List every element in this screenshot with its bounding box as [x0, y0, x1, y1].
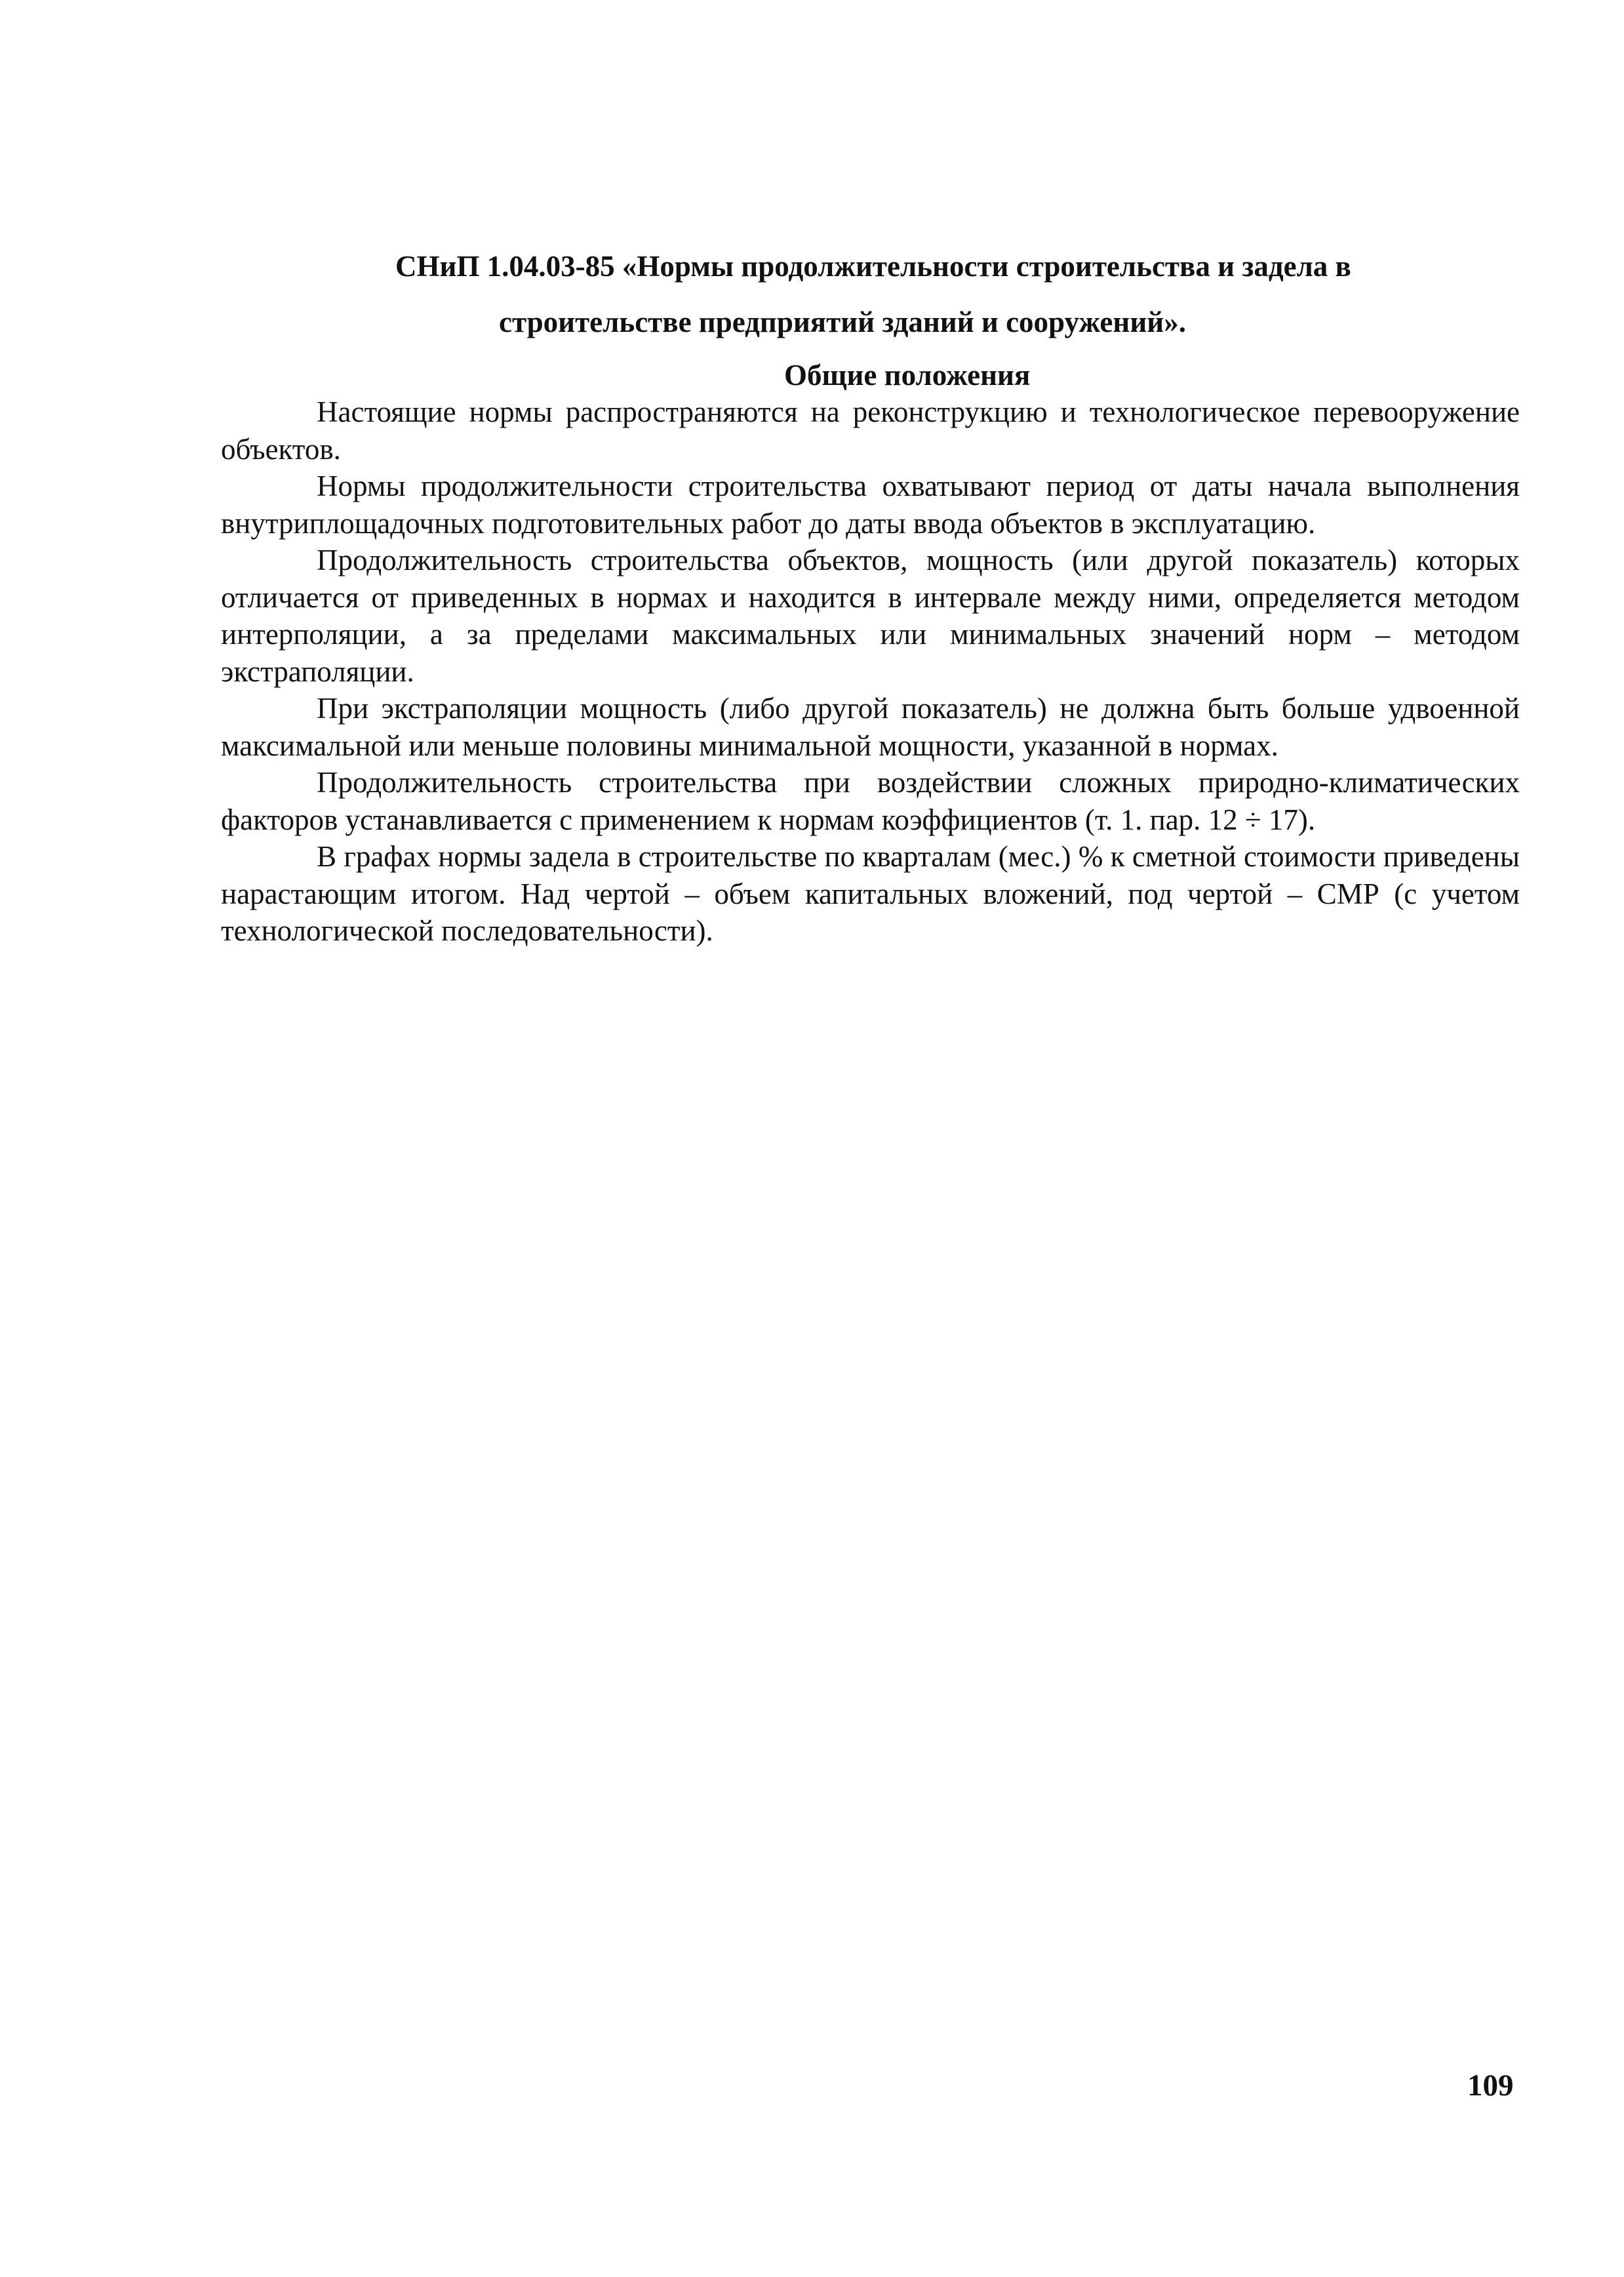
paragraph-interpolation: Продолжительность строительства объектов, мощность (или другой показатель) которых отличается от приведенных в нормах и находится в интервале между ними, определяется методом интерполяции, а за пределами максимальных или минимальных значений норм – методом экстраполяции.: [221, 544, 1520, 688]
paragraph-scope: Настоящие нормы распространяются на реконструкцию и технологическое перевооружение объектов.: [221, 395, 1520, 466]
page-number: 109: [1467, 2068, 1514, 2103]
paragraph-climate-factors: Продолжительность строительства при воздействии сложных природно-климатических факторов устанавливается с применением к нормам коэффициентов (т. 1. пар. 12 ÷ 17).: [221, 766, 1520, 836]
section-heading: Общие положения: [784, 359, 1031, 392]
paragraph-backlog-norms: В графах нормы задела в строительстве по кварталам (мес.) % к сметной стоимости приведены нарастающим итогом. Над чертой – объем капитальных вложений, под чертой – СМР (с учетом технологической последовательности).: [221, 840, 1520, 947]
paragraph-extrapolation-limits: При экстраполяции мощность (либо другой показатель) не должна быть больше удвоенной максимальной или меньше половины минимальной мощности, указанной в нормах.: [221, 692, 1520, 762]
paragraph-duration-period: Нормы продолжительности строительства охватывают период от даты начала выполнения внутриплощадочных подготовительных работ до даты ввода объектов в эксплуатацию.: [221, 470, 1520, 540]
body-text: [221, 393, 1520, 950]
document-title-line-2: строительстве предприятий зданий и сооружений».: [499, 306, 1186, 338]
document-title-line-1: СНиП 1.04.03-85 «Нормы продолжительности строительства и задела в: [395, 250, 1351, 283]
